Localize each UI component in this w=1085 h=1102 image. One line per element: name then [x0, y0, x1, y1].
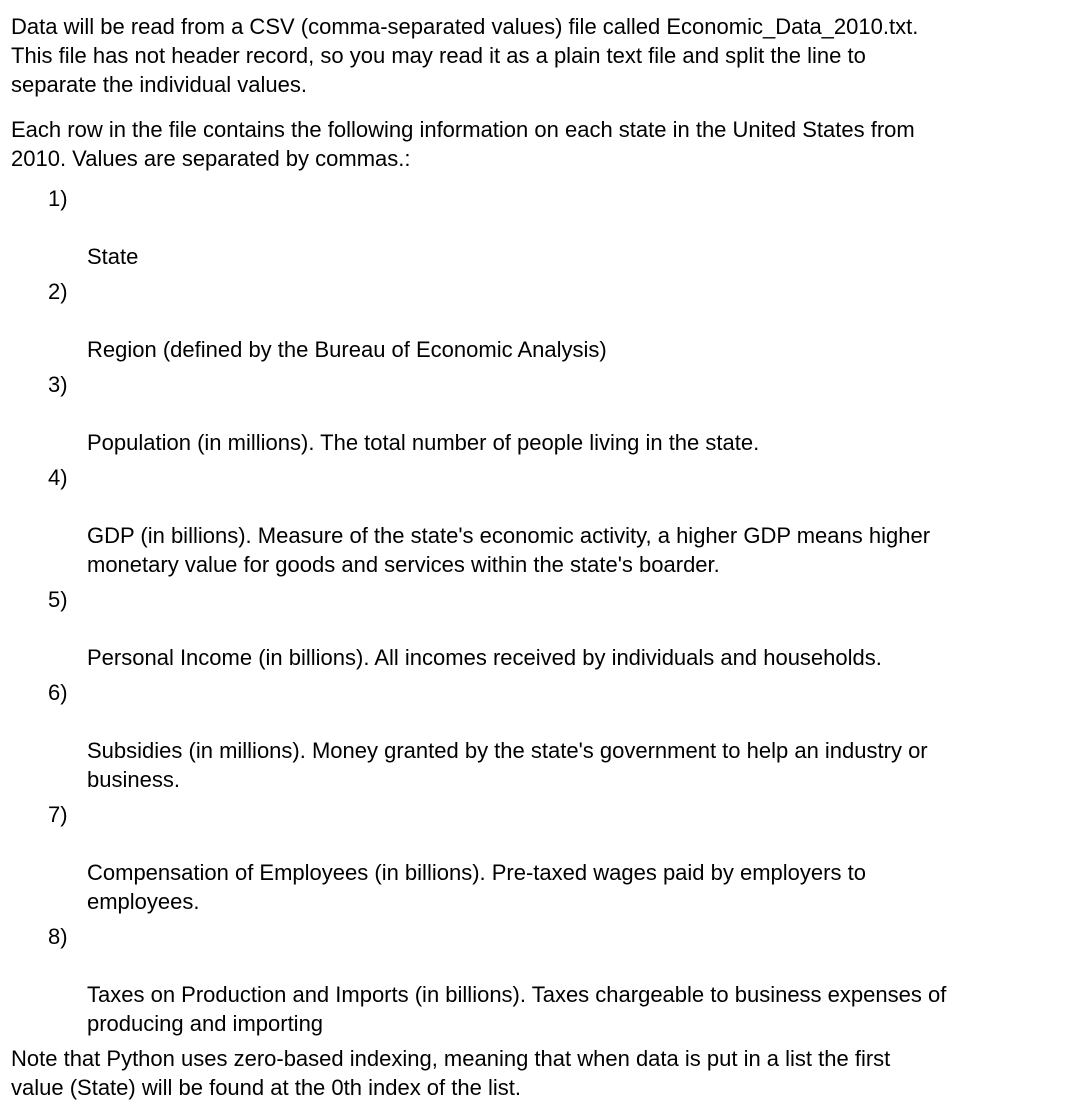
list-item-text: State	[87, 244, 139, 269]
indexing-note: Note that Python uses zero-based indexing, meaning that when data is put in a list the first value (State) will be found at the 0th index of the list.	[11, 1046, 891, 1100]
list-item-number: 1)	[48, 186, 68, 211]
document-body	[11, 12, 1083, 1102]
list-item-population	[48, 370, 1083, 457]
list-item-number: 3)	[48, 372, 68, 397]
field-list	[11, 184, 1083, 1038]
list-item-text: Taxes on Production and Imports (in billions). Taxes chargeable to business expenses of producing and importing	[87, 982, 947, 1036]
list-item-gdp	[48, 463, 1083, 579]
list-item-personal-income	[48, 585, 1083, 672]
list-item-text: Compensation of Employees (in billions). Pre-taxed wages paid by employers to employees.	[87, 860, 866, 914]
list-item-region	[48, 277, 1083, 364]
list-item-number: 8)	[48, 924, 68, 949]
intro-paragraph-row-contents: Each row in the file contains the following information on each state in the United States from 2010. Values are separated by commas.:	[11, 117, 915, 171]
list-item-number: 4)	[48, 465, 68, 490]
list-item-text: Region (defined by the Bureau of Economic Analysis)	[87, 337, 607, 362]
list-item-text: Personal Income (in billions). All incomes received by individuals and households.	[87, 645, 882, 670]
list-item-text: GDP (in billions). Measure of the state's economic activity, a higher GDP means higher monetary value for goods and services within the state's boarder.	[87, 523, 931, 577]
list-item-compensation	[48, 800, 1083, 916]
list-item-number: 6)	[48, 680, 68, 705]
list-item-state	[48, 184, 1083, 271]
list-item-text: Subsidies (in millions). Money granted by the state's government to help an industry or business.	[87, 738, 928, 792]
list-item-number: 5)	[48, 587, 68, 612]
list-item-number: 2)	[48, 279, 68, 304]
list-item-taxes	[48, 922, 1083, 1038]
intro-paragraph-csv-file: Data will be read from a CSV (comma-separated values) file called Economic_Data_2010.txt. This file has not header record, so you may read it as a plain text file and split the line to separate the individual values.	[11, 14, 919, 97]
list-item-number: 7)	[48, 802, 68, 827]
list-item-subsidies	[48, 678, 1083, 794]
list-item-text: Population (in millions). The total number of people living in the state.	[87, 430, 760, 455]
